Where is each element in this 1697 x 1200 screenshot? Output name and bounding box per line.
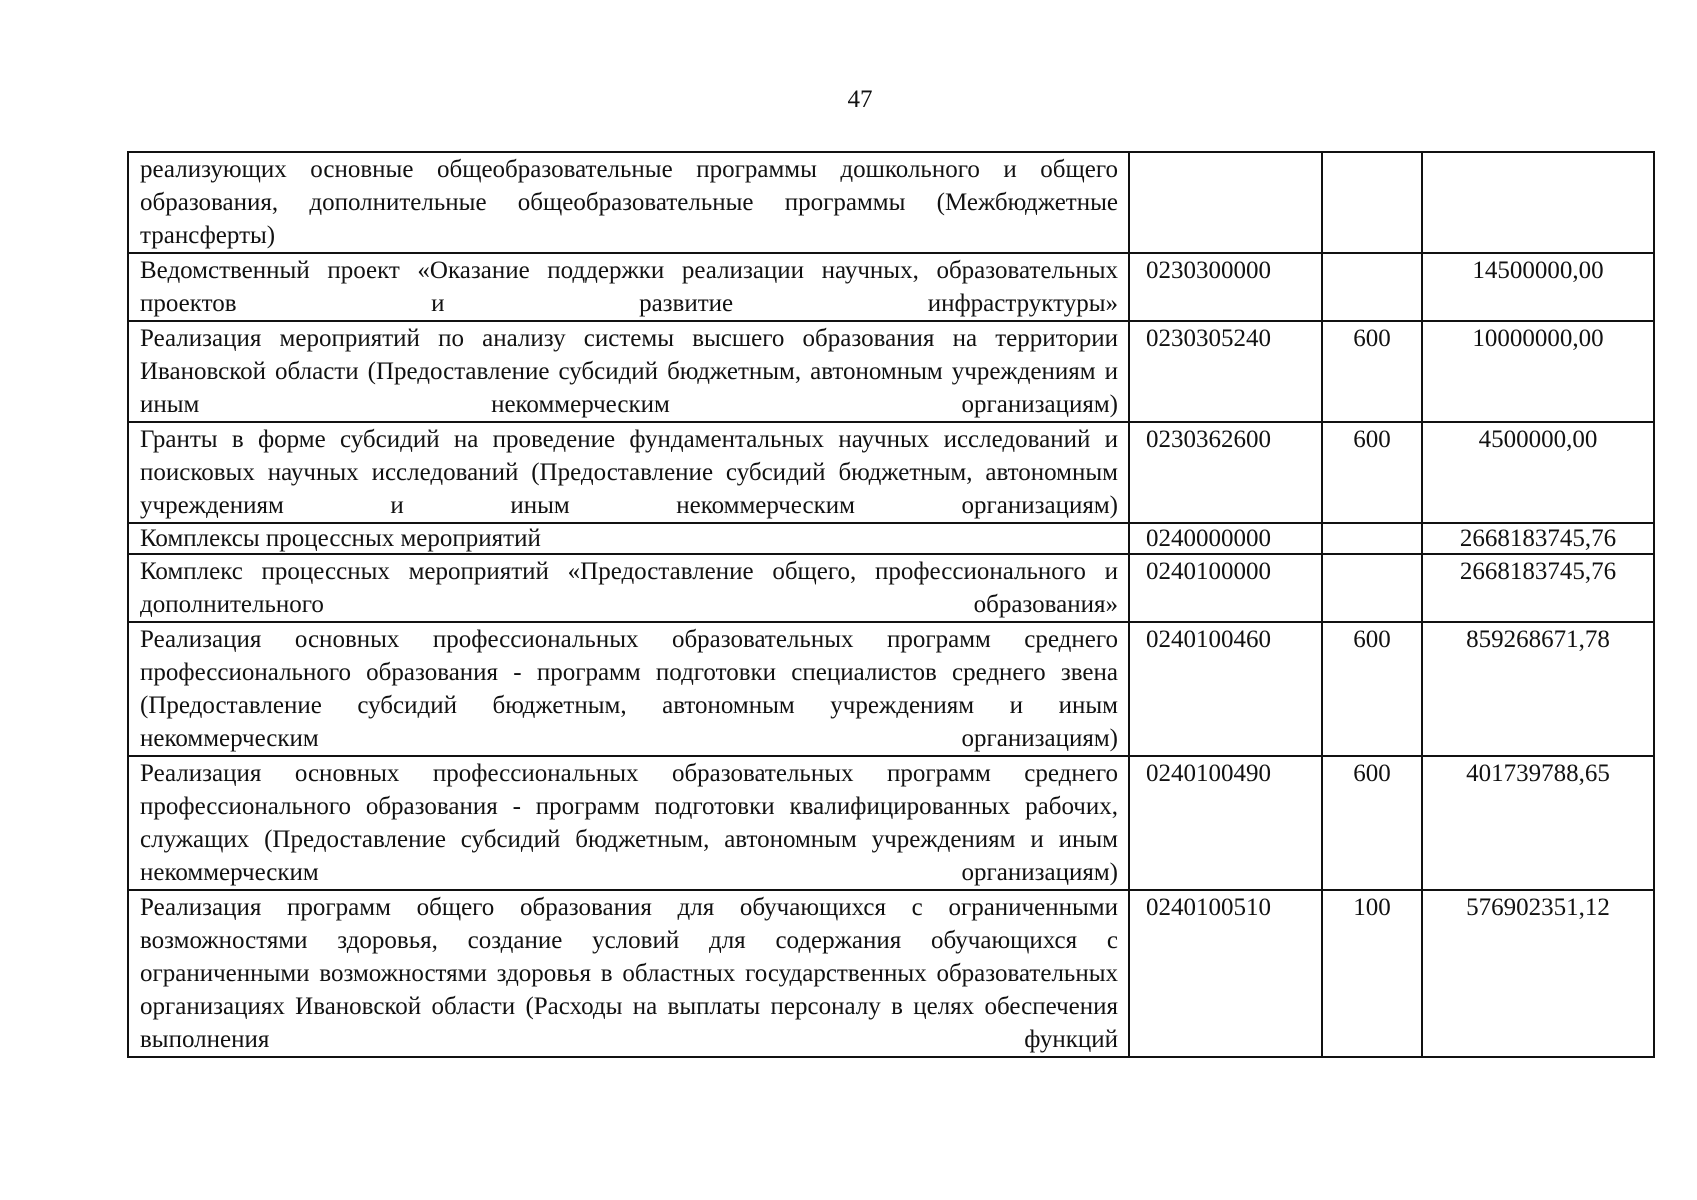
row-name: Реализация основных профессиональных образовательных программ среднего профессионального образования - программ подготовки квалифицированных рабочих, служащих (Предоставление субсидий бюджетным, автономным учреждениям и иным некоммерческим организациям) (128, 756, 1129, 890)
row-expense-type (1322, 523, 1422, 554)
row-code: 0230300000 (1129, 253, 1322, 321)
row-name: Реализация мероприятий по анализу системы высшего образования на территории Ивановской области (Предоставление субсидий бюджетным, автономным учреждениям и иным некоммерческим организациям) (128, 321, 1129, 422)
table-row (128, 321, 1654, 422)
row-expense-type (1322, 554, 1422, 622)
row-expense-type: 600 (1322, 321, 1422, 422)
row-amount: 14500000,00 (1422, 253, 1654, 321)
row-code: 0240100510 (1129, 890, 1322, 1057)
row-amount: 2668183745,76 (1422, 523, 1654, 554)
row-code: 0240000000 (1129, 523, 1322, 554)
row-name: Комплекс процессных мероприятий «Предоставление общего, профессионального и дополнительного образования» (128, 554, 1129, 622)
row-name: Реализация программ общего образования для обучающихся с ограниченными возможностями здоровья, создание условий для содержания обучающихся с ограниченными возможностями здоровья в областных государственных образовательных организациях Ивановской области (Расходы на выплаты персоналу в целях обеспечения выполнения функций (128, 890, 1129, 1057)
table-row (128, 422, 1654, 523)
table-row (128, 523, 1654, 554)
row-expense-type (1322, 253, 1422, 321)
row-amount: 576902351,12 (1422, 890, 1654, 1057)
row-amount: 2668183745,76 (1422, 554, 1654, 622)
table-row (128, 890, 1654, 1057)
row-name: Гранты в форме субсидий на проведение фундаментальных научных исследований и поисковых научных исследований (Предоставление субсидий бюджетным, автономным учреждениям и иным некоммерческим организациям) (128, 422, 1129, 523)
page-number: 47 (847, 86, 873, 113)
row-code: 0230305240 (1129, 321, 1322, 422)
row-amount (1422, 152, 1654, 253)
row-name: Реализация основных профессиональных образовательных программ среднего профессионального образования - программ подготовки специалистов среднего звена (Предоставление субсидий бюджетным, автономным учреждениям и иным некоммерческим организациям) (128, 622, 1129, 756)
table-row (128, 622, 1654, 756)
row-expense-type: 600 (1322, 422, 1422, 523)
table-row (128, 152, 1654, 253)
row-name: Ведомственный проект «Оказание поддержки реализации научных, образовательных проектов и развитие инфраструктуры» (128, 253, 1129, 321)
table-row (128, 554, 1654, 622)
row-amount: 4500000,00 (1422, 422, 1654, 523)
table-row (128, 756, 1654, 890)
budget-table (127, 151, 1655, 1058)
row-name: реализующих основные общеобразовательные программы дошкольного и общего образования, дополнительные общеобразовательные программы (Межбюджетные трансферты) (128, 152, 1129, 253)
row-expense-type (1322, 152, 1422, 253)
row-code: 0240100460 (1129, 622, 1322, 756)
row-expense-type: 600 (1322, 756, 1422, 890)
row-amount: 859268671,78 (1422, 622, 1654, 756)
row-expense-type: 600 (1322, 622, 1422, 756)
row-name: Комплексы процессных мероприятий (128, 523, 1129, 554)
row-expense-type: 100 (1322, 890, 1422, 1057)
row-amount: 10000000,00 (1422, 321, 1654, 422)
row-code: 0240100490 (1129, 756, 1322, 890)
table-row (128, 253, 1654, 321)
row-amount: 401739788,65 (1422, 756, 1654, 890)
row-code: 0240100000 (1129, 554, 1322, 622)
row-code: 0230362600 (1129, 422, 1322, 523)
row-code (1129, 152, 1322, 253)
